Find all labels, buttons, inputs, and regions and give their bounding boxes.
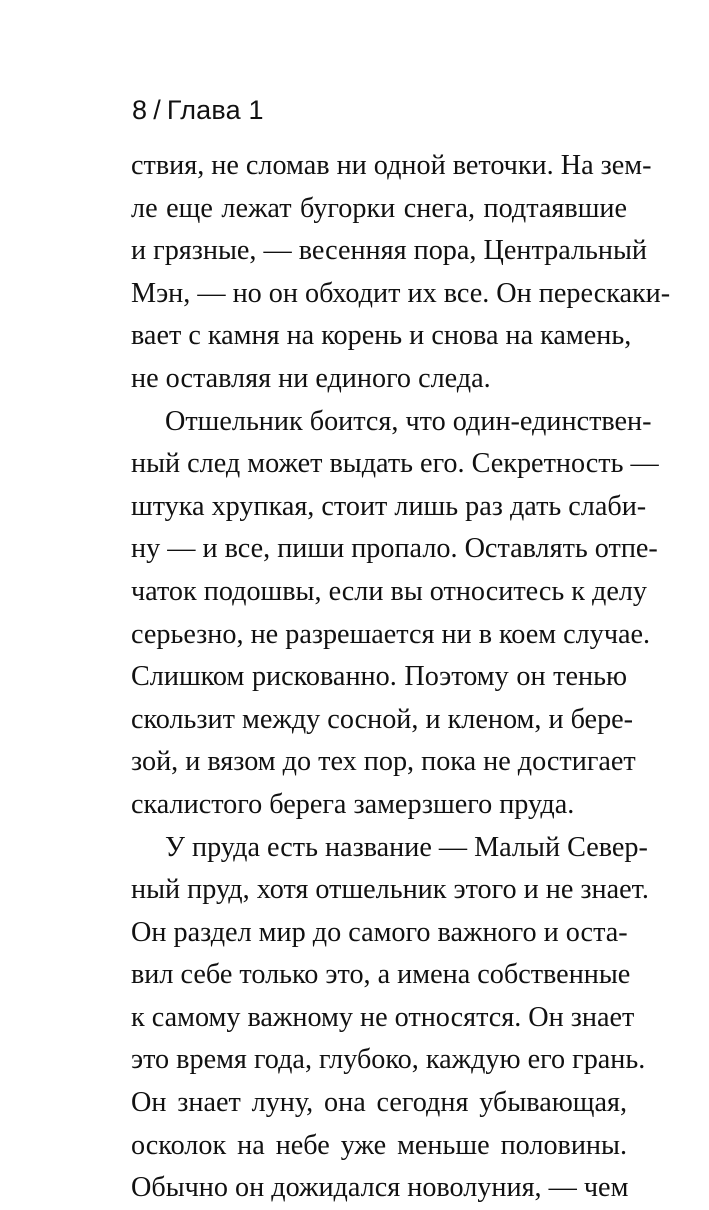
text-line: ствия, не сломав ни одной веточки. На зем- <box>131 150 652 181</box>
text-line: ну — и все, пиши пропало. Оставлять отпе- <box>131 533 658 565</box>
text-line: вает с камня на корень и снова на камень, <box>131 320 632 352</box>
text-line: серьезно, не разрешается ни в коем случае. <box>131 618 651 650</box>
text-line: Обычно он дожидался новолуния, — чем <box>131 1172 629 1204</box>
text-line: и грязные, — весенняя пора, Центральный <box>131 235 647 267</box>
text-line: чаток подошвы, если вы относитесь к делу <box>131 575 648 607</box>
body-text <box>131 145 671 1210</box>
text-line: это время года, глубоко, каждую его грань. <box>131 1044 646 1076</box>
text-line: Он знает луну, она сегодня убывающая, <box>131 1087 627 1119</box>
text-line: Мэн, — но он обходит их все. Он перескаки- <box>131 277 671 309</box>
text-line: Он раздел мир до самого важного и оста- <box>131 916 628 948</box>
text-line: штука хрупкая, стоит лишь раз дать слаби- <box>131 490 647 522</box>
text-line: Слишком рискованно. Поэтому он тенью <box>131 661 627 693</box>
header-separator: / <box>153 95 161 125</box>
page-number: 8 <box>132 95 148 125</box>
text-line: зой, и вязом до тех пор, пока не достигает <box>131 746 636 778</box>
text-line: ный пруд, хотя отшельник этого и не знает. <box>131 874 649 906</box>
text-line: осколок на небе уже меньше половины. <box>131 1129 627 1161</box>
chapter-title: Глава 1 <box>166 95 264 125</box>
text-line: Отшельник боится, что один-единствен- <box>165 405 652 437</box>
running-head <box>132 94 264 126</box>
text-line: скользит между сосной, и кленом, и бере- <box>131 703 634 735</box>
text-line: У пруда есть название — Малый Север- <box>165 831 648 863</box>
text-line: скалистого берега замерзшего пруда. <box>131 788 575 820</box>
text-line: ле еще лежат бугорки снега, подтаявшие <box>131 192 627 224</box>
text-line: не оставляя ни единого следа. <box>131 362 491 394</box>
text-line: ный след может выдать его. Секретность — <box>131 448 659 480</box>
text-line: к самому важному не относятся. Он знает <box>131 1001 635 1033</box>
text-line: вил себе только это, а имена собственные <box>131 959 631 991</box>
